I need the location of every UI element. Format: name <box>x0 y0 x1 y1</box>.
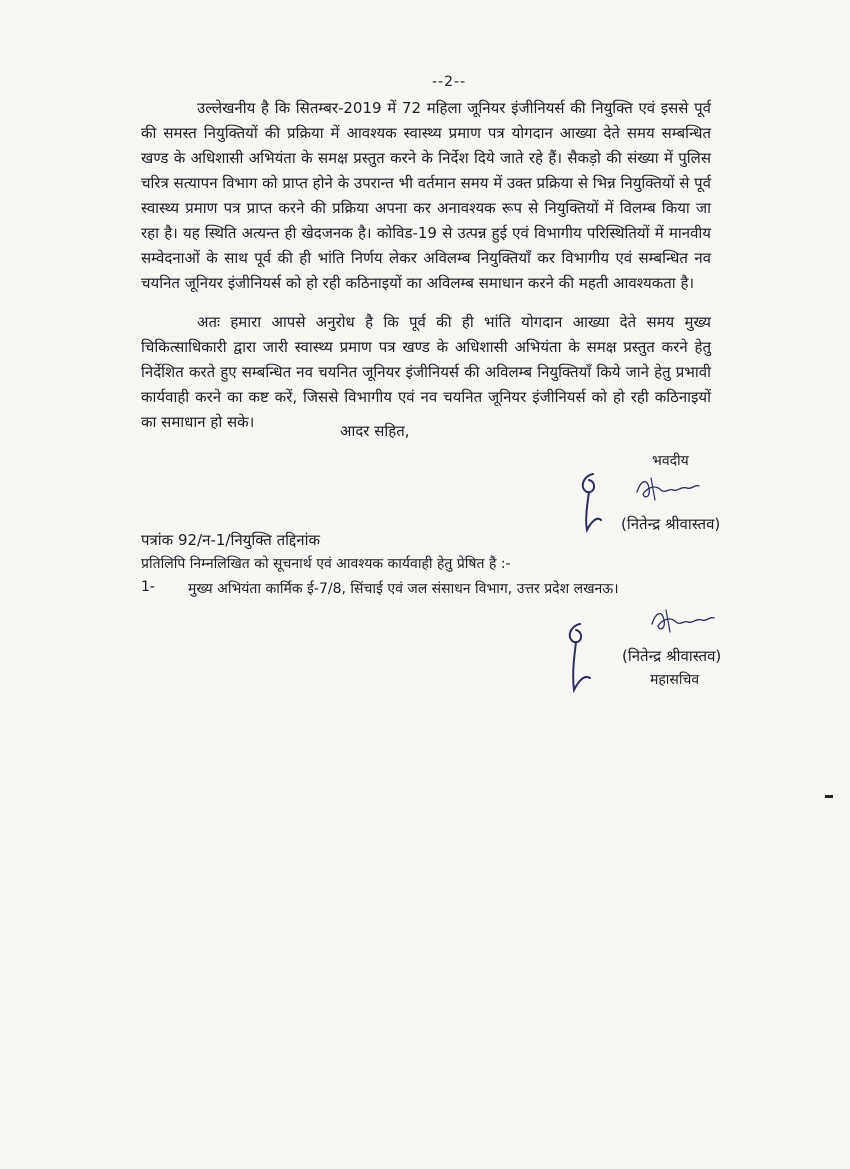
signatory-name-2: (नितेन्द्र श्रीवास्तव) <box>622 647 722 665</box>
copy-to-line: प्रतिलिपि निम्नलिखित को सूचनार्थ एवं आवश्यक कार्यवाही हेतु प्रेषित है :- <box>141 556 511 572</box>
body-paragraph-2: अतः हमारा आपसे अनुरोध है कि पूर्व की ही भांति योगदान आख्या देते समय मुख्य चिकित्साधिकारी द्वारा जारी स्वास्थ्य प्रमाण पत्र खण्ड के अधिशासी अभियंता के समक्ष प्रस्तुत करने हेतु निर्देशित करते हुए सम्बन्धित नव चयनित जूनियर इंजीनियर्स की अविलम्ब नियुक्तियाँ किये जाने हेतु प्रभावी कार्यवाही करने का कष्ट करें, जिससे विभागीय एवं नव चयनित जूनियर इंजीनियर्स को हो रही कठिनाइयों का समाधान हो सके। <box>141 313 711 431</box>
signatory-name-1: (नितेन्द्र श्रीवास्तव) <box>621 515 721 533</box>
body-paragraph-1: उल्लेखनीय है कि सितम्बर-2019 में 72 महिला जूनियर इंजीनियर्स की नियुक्ति एवं इससे पूर्व की समस्त नियुक्तियों की प्रक्रिया में आवश्यक स्वास्थ्य प्रमाण पत्र योगदान आख्या देते समय सम्बन्धित खण्ड के अधिशासी अभियंता के समक्ष प्रस्तुत करने के निर्देश दिये जाते रहे हैं। सैकड़ो की संख्या में पुलिस चरित्र सत्यापन विभाग को प्राप्त होने के उपरान्त भी वर्तमान समय में उक्त प्रक्रिया से भिन्न नियुक्तियों से पूर्व स्वास्थ्य प्रमाण पत्र प्राप्त करने की प्रक्रिया अपना कर अनावश्यक रूप से नियुक्तियों में विलम्ब किया जा रहा है। यह स्थिति अत्यन्त ही खेदजनक है। कोविड-19 से उत्पन्न हुई एवं विभागीय परिस्थितियों में मानवीय सम्वेदनाओं के साथ पूर्व की ही भांति निर्णय लेकर अविलम्ब नियुक्तियाँ कर विभागीय एवं सम्बन्धित नव चयनित जूनियर इंजीनियर्स को हो रही कठिनाइयों का अविलम्ब समाधान करने की महती आवश्यकता है। <box>141 99 711 292</box>
copy-item-number: 1- <box>141 579 155 595</box>
yours-faithfully: भवदीय <box>652 453 689 469</box>
signatory-designation: महासचिव <box>650 672 700 688</box>
signature-block-2 <box>560 608 740 694</box>
copy-item-text: मुख्य अभियंता कार्मिक ई-7/8, सिंचाई एवं जल संसाधन विभाग, उत्तर प्रदेश लखनऊ। <box>188 581 619 597</box>
page-number: --2-- <box>432 74 467 90</box>
reference-number: पत्रांक 92/न-1/नियुक्ति तद्दिनांक <box>141 531 321 549</box>
signature-block-1 <box>575 470 735 542</box>
scan-mark <box>825 795 833 798</box>
closing-salutation: आदर सहित, <box>340 422 410 440</box>
